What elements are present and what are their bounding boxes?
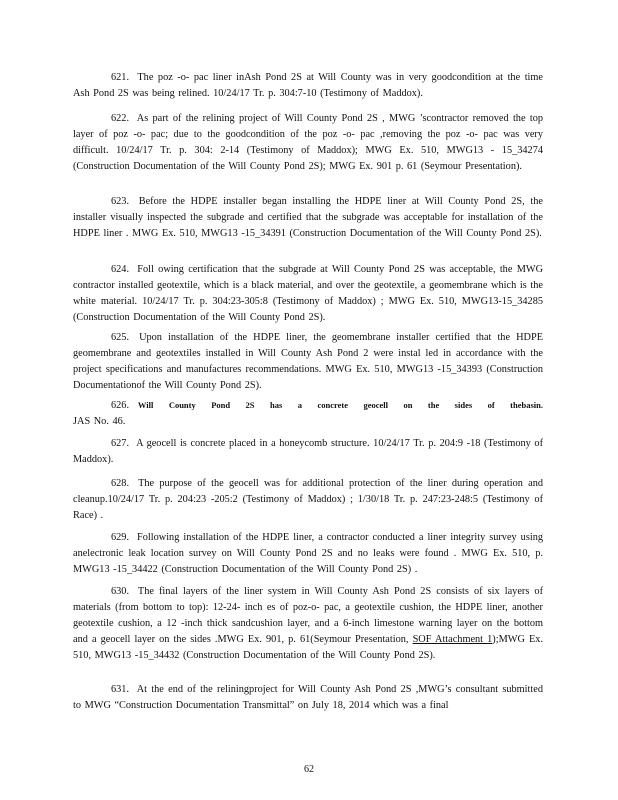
paragraph-text: The purpose of the geocell was for additional protection of the liner during operation and cleanup.10/24/17 Tr. p. 204:23 -205:2 (Testimony of Maddox) ; 1/30/18 Tr. p. 247:23-248:5 (Testimony of Race) . (73, 478, 544, 521)
paragraph-number: 623. (111, 196, 130, 207)
paragraph-number: 624. (111, 264, 130, 275)
paragraph-number: 625. (111, 332, 130, 343)
paragraph-625 (73, 330, 543, 394)
paragraph-text: A geocell is concrete placed in a honeycomb structure. 10/24/17 Tr. p. 204:9 -18 (Testimony of Maddox). (73, 438, 543, 465)
paragraph-text: As part of the relining project of Will County Pond 2S , MWG ’scontractor removed the top layer of poz -o- pac; due to the goodcondition of the poz -o- pac ,removing the poz -o- pac was very difficult. 10/24/17 Tr. p. 304: 2-14 (Testimony of Maddox); MWG Ex. 510, MWG13 - 15_34274 (Construction Documentation of the Will County Pond 2S); MWG Ex. 901 p. 61 (Seymour Presentation). (73, 113, 544, 172)
paragraph-number: 631. (111, 684, 130, 695)
paragraph-631 (73, 682, 543, 714)
paragraph-number: 627. (111, 438, 130, 449)
paragraph-text: Foll owing certification that the subgrade at Will County Pond 2S was acceptable, the MWG contractor installed geotextile, which is a black material, and over the geotextile, a geomembrane which is the white material. 10/24/17 Tr. p. 304:23-305:8 (Testimony of Maddox) ; MWG Ex. 510, MWG13-15_34285 (Construction Documentation of the Will County Pond 2S). (73, 264, 544, 323)
paragraph-number: 630. (111, 586, 130, 597)
paragraph-text: Upon installation of the HDPE liner, the geomembrane installer certified that the HDPE geomembrane and geotextiles installed in Will County Ash Pond 2 were instal led in accordance with the project specifications and manufactures recommendations. MWG Ex. 510, MWG13 -15_34393 (Construction Documentationof the Will County Pond 2S). (73, 332, 543, 391)
paragraph-text: The final layers of the liner system in Will County Ash Pond 2S consists of six layers of materials (from bottom to top): 12-24- inch es of poz-o- pac, a geotextile cushion, the HDPE liner, another geotextile cushion, a 12 -inch thick sandcushion layer, and a 6-inch limestone warning layer on the bottom and a geocell layer on the sides .MWG Ex. 901, p. 61(Seymour Presentation, (73, 586, 543, 645)
paragraph-text: Following installation of the HDPE liner, a contractor conducted a liner integrity survey using anelectronic leak location survey on Will County Pond 2S and no leaks were found . MWG Ex. 510, p. MWG13 -15_34422 (Construction Documentation of the Will County Pond 2S) . (73, 532, 543, 575)
page-number: 62 (304, 764, 314, 775)
paragraph-number: 629. (111, 532, 130, 543)
paragraph-text: JAS No. 46. (73, 416, 126, 427)
paragraph-bold-text: Will County Pond 2S has a concrete geocell on the sides of thebasin. (137, 400, 543, 410)
paragraph-number: 626. (111, 400, 130, 411)
paragraph-text: At the end of the reliningproject for Will County Ash Pond 2S ,MWG’s consultant submitted to MWG “Construction Documentation Transmittal” on July 18, 2014 which was a final (73, 684, 543, 711)
paragraph-622 (73, 111, 543, 175)
paragraph-text: The poz -o- pac liner inAsh Pond 2S at Will County was in very goodcondition at the time Ash Pond 2S was being relined. 10/24/17 Tr. p. 304:7-10 (Testimony of Maddox). (73, 72, 544, 99)
paragraph-623 (73, 194, 543, 242)
paragraph-627 (73, 436, 543, 468)
paragraph-630 (73, 584, 543, 664)
paragraph-629 (73, 530, 543, 578)
paragraph-number: 622. (111, 113, 130, 124)
paragraph-624 (73, 262, 543, 326)
attachment-reference: SOF Attachment 1 (412, 634, 493, 645)
paragraph-626 (73, 397, 543, 430)
paragraph-number: 628. (111, 478, 130, 489)
paragraph-text-continued: );MWG Ex. 510, MWG13 -15_34432 (Construction Documentation of the Will County Pond 2S). (73, 634, 544, 661)
paragraph-621 (73, 70, 543, 102)
paragraph-number: 621. (111, 72, 130, 83)
paragraph-628 (73, 476, 543, 524)
paragraph-text: Before the HDPE installer began installing the HDPE liner at Will County Pond 2S, the installer visually inspected the subgrade and certified that the subgrade was acceptable for installation of the HDPE liner . MWG Ex. 510, MWG13 -15_34391 (Construction Documentation of the Will County Pond 2S). (73, 196, 543, 239)
